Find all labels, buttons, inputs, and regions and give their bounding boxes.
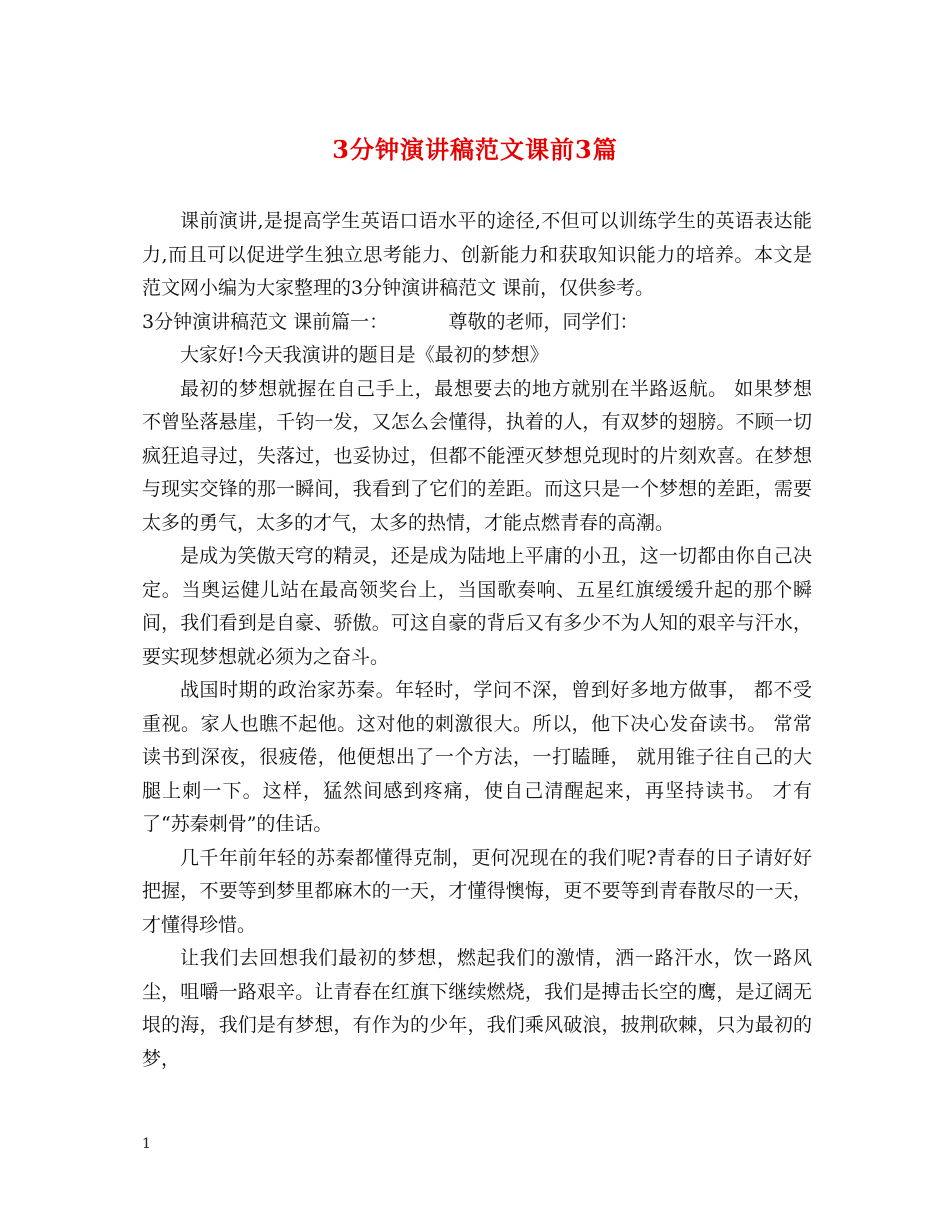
body-paragraph: 大家好!今天我演讲的题目是《最初的梦想》 — [180, 344, 549, 366]
page-number: 1 — [142, 1136, 151, 1152]
body-paragraph: 是成为笑傲天穹的精灵，还是成为陆地上平庸的小丑，这一切都由你自己决定。当奥运健儿站在最高领奖台上，当国歌奏响、五星红旗缓缓升起的那个瞬间，我们看到是自豪、骄傲。可这自豪的背后又有多少不为人知的艰辛与汗水，要实现梦想就必须为之奋斗。 — [142, 545, 812, 668]
body-paragraph: 最初的梦想就握在自己手上，最想要去的地方就别在半路返航。 如果梦想不曾坠落悬崖，千钧一发，又怎么会懂得，执着的人，有双梦的翅膀。不顾一切疯狂追寻过，失落过，也妥协过，但都不能湮灭梦想兑现时的片刻欢喜。在梦想与现实交锋的那一瞬间，我看到了它们的差距。而这只是一个梦想的差距，需要太多的勇气，太多的才气，太多的热情，才能点燃青春的高潮。 — [142, 377, 812, 534]
body-paragraph: 让我们去回想我们最初的梦想，燃起我们的激情，洒一路汗水，饮一路风尘，咀嚼一路艰辛。让青春在红旗下继续燃烧，我们是搏击长空的鹰，是辽阔无垠的海，我们是有梦想，有作为的少年，我们乘风破浪，披荆砍棘，只为最初的梦， — [142, 947, 812, 1070]
section-heading: 3分钟演讲稿范文 课前篇一： 尊敬的老师，同学们： — [142, 310, 639, 333]
intro-paragraph: 课前演讲,是提高学生英语口语水平的途径,不但可以训练学生的英语表达能力,而且可以促进学生独立思考能力、创新能力和获取知识能力的培养。本文是范文网小编为大家整理的3分钟演讲稿范文 课前，仅供参考。 — [142, 210, 812, 299]
document-body — [142, 205, 812, 1076]
body-paragraph: 几千年前年轻的苏秦都懂得克制，更何况现在的我们呢?青春的日子请好好把握，不要等到梦里都麻木的一天，才懂得懊悔，更不要等到青春散尽的一天，才懂得珍惜。 — [142, 846, 812, 936]
body-paragraph: 战国时期的政治家苏秦。年轻时，学问不深，曾到好多地方做事， 都不受重视。家人也瞧不起他。这对他的刺激很大。所以，他下决心发奋读书。 常常读书到深夜，很疲倦，他便想出了一个方法，一打瞌睡， 就用锥子往自己的大腿上刺一下。这样，猛然间感到疼痛，使自己清醒起来，再坚持读书。 才有了“苏秦刺骨”的佳话。 — [142, 679, 812, 835]
document-title: 3分钟演讲稿范文课前3篇 — [332, 135, 618, 164]
